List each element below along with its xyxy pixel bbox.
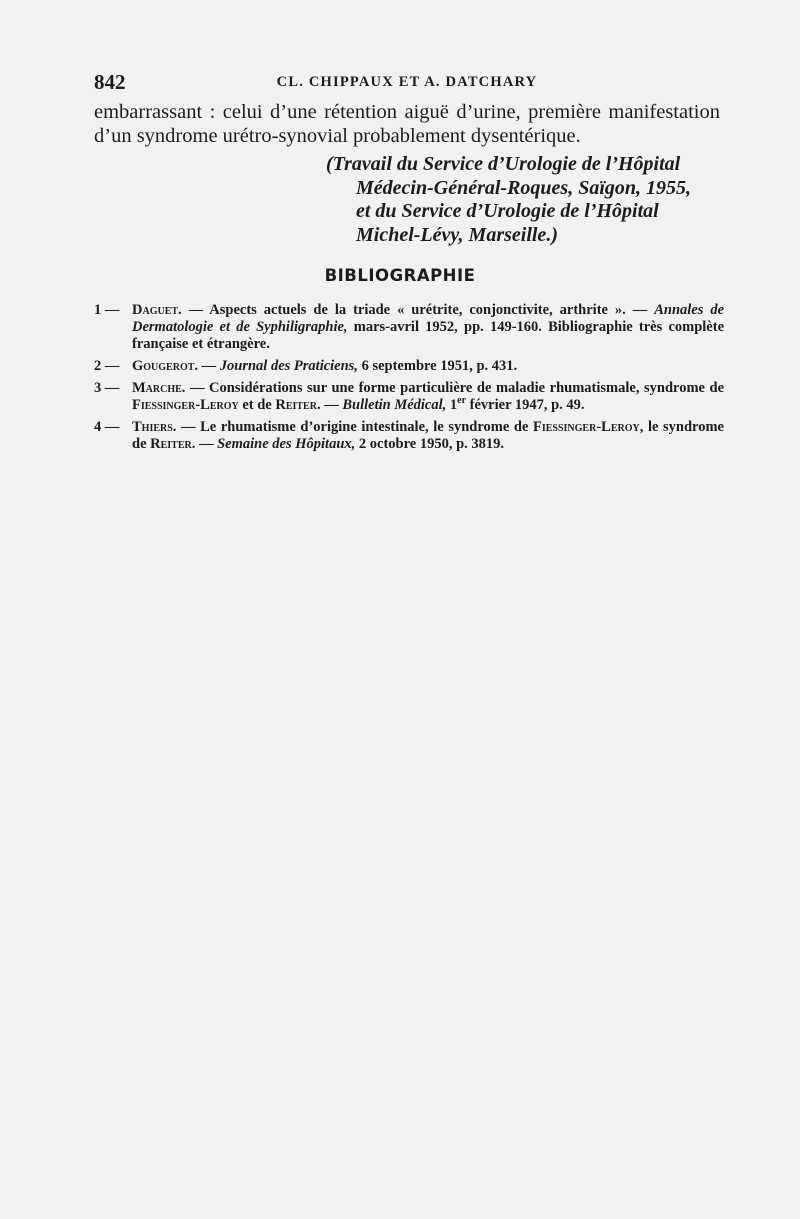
entry-author: Thiers. (132, 419, 177, 435)
entry-author: Gougerot. (132, 358, 199, 374)
entry-person-name: Reiter. (275, 397, 321, 413)
entry-person-name: Reiter. (150, 436, 196, 452)
entry-author: Marche. (132, 380, 186, 396)
entry-text: mars-avril 1952, pp. 149-160. Bibliographie très complète française et étrangère. (132, 319, 725, 352)
entry-journal: Annales de Dermatologie et de Syphiligraphie, (132, 302, 724, 335)
entry-number: 4 — (94, 419, 120, 435)
affiliation-line: Médecin-Général-Roques, Saïgon, 1955, (356, 176, 691, 199)
entry-text: — Le rhumatisme d’origine intestinale, le syndrome de (181, 419, 529, 435)
entry-number: 2 — (94, 358, 120, 374)
entry-text: — (324, 397, 339, 413)
affiliation-line: (Travail du Service d’Urologie de l’Hôpital (326, 153, 681, 175)
entry-number: 1 — (94, 302, 120, 318)
running-title: CL. CHIPPAUX ET A. DATCHARY (276, 74, 538, 90)
page-number: 842 (94, 70, 126, 94)
entry-author: Daguet. (132, 302, 182, 318)
entry-person-name: Fiessinger-Leroy (132, 397, 239, 413)
entry-person-name: Fiessinger-Leroy, (533, 419, 644, 435)
entry-text: — Aspects actuels de la triade « urétrite, conjonctivite, arthrite ». — (188, 302, 648, 318)
bibliography-list (94, 302, 724, 458)
bibliography-entry (94, 302, 724, 353)
entry-journal: Bulletin Médical, (342, 397, 447, 413)
entry-text: 1er (449, 395, 467, 413)
entry-number: 3 — (94, 380, 120, 396)
running-head (94, 70, 720, 96)
bibliography-entry (94, 358, 724, 375)
affiliation-line: et du Service d’Urologie de l’Hôpital (356, 200, 659, 222)
entry-journal: Semaine des Hôpitaux, (217, 436, 356, 452)
entry-text: — (198, 436, 214, 452)
entry-text: février 1947, p. 49. (469, 397, 585, 413)
bibliography-entry (94, 380, 724, 414)
bibliography-heading: BIBLIOGRAPHIE (324, 266, 476, 285)
entry-text: 6 septembre 1951, p. 431. (361, 358, 518, 374)
entry-text: — Considérations sur une forme particulière de maladie rhumatismale, syndrome de (189, 380, 724, 396)
entry-text: et de (242, 397, 272, 413)
body-paragraph: embarrassant : celui d’une rétention aiguë d’urine, première manifestation d’un syndrome urétro-synovial probablement dysentérique. (94, 101, 720, 147)
entry-text: 2 octobre 1950, p. 3819. (358, 436, 505, 452)
entry-journal: Journal des Praticiens, (219, 358, 358, 374)
bibliography-entry (94, 419, 724, 453)
affiliation-note (326, 153, 726, 247)
entry-text: — (201, 358, 217, 374)
affiliation-line: Michel-Lévy, Marseille.) (356, 223, 558, 246)
entry-text: le syndrome de (132, 419, 724, 452)
